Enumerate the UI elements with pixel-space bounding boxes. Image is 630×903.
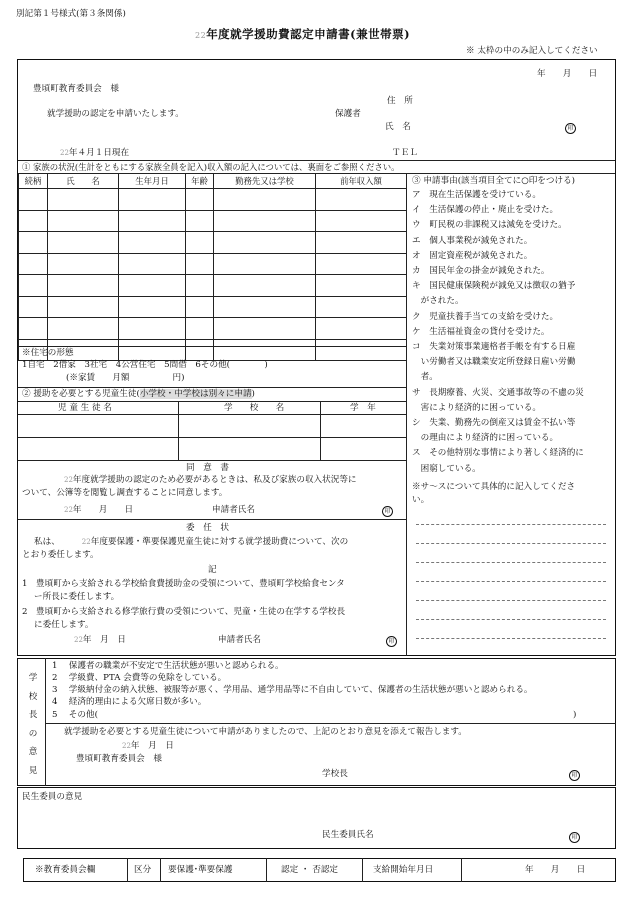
welfare-signer: 民生委員氏名 [322, 830, 374, 840]
delegation-text1 [34, 537, 348, 548]
household-row [19, 296, 407, 318]
household-cell[interactable] [48, 318, 119, 340]
as-of-text: 年４月１日現在 [68, 148, 130, 158]
household-row [19, 210, 407, 232]
household-cell[interactable] [119, 189, 186, 211]
form-title [195, 27, 410, 42]
household-cell[interactable] [48, 296, 119, 318]
reason-item[interactable]: オ 固定資産税が減免された。 [412, 250, 533, 261]
reason-item[interactable]: シ 失業、勤務先の倒産又は賃金不払い等 [412, 418, 576, 428]
household-row [19, 318, 407, 340]
principal-side-char: 学 [28, 673, 38, 683]
principal-seal: 印 [569, 770, 580, 781]
household-cell[interactable] [214, 296, 316, 318]
household-cell[interactable] [19, 232, 48, 254]
principal-side-char: 見 [28, 765, 38, 776]
household-cell[interactable] [119, 210, 186, 232]
household-cell[interactable] [186, 253, 214, 275]
household-cell[interactable] [316, 275, 407, 297]
household-cell[interactable] [119, 339, 186, 361]
principal-report: 就学援助を必要とする児童生徒について申請がありましたので、上記のとおり意見を添えて報告します。 [64, 727, 467, 737]
household-row [19, 189, 407, 211]
reason-item[interactable]: キ 国民健康保険税が減免又は徴収の猶予 [412, 281, 576, 292]
household-cell[interactable] [214, 210, 316, 232]
housing-rent[interactable]: (※家賃 月額 円) [66, 373, 185, 383]
delegation-ki: 記 [208, 565, 217, 575]
household-cell[interactable] [186, 296, 214, 318]
consent-signer: 申請者氏名 [212, 505, 255, 515]
consent-era: 22 [64, 476, 73, 484]
principal-side-char: 校 [28, 691, 38, 702]
household-cell[interactable] [119, 296, 186, 318]
reason-item[interactable]: ス その他特別な事情により著しく経済的に [412, 448, 584, 459]
household-cell[interactable] [19, 275, 48, 297]
principal-signer: 学校長 [322, 769, 348, 779]
form-number: 別記第１号様式(第３条関係) [16, 9, 126, 19]
household-row [19, 275, 407, 297]
household-cell[interactable] [119, 232, 186, 254]
reason-note-line[interactable] [416, 619, 606, 620]
children-col-grade: 学 年 [350, 403, 376, 413]
addressee: 豊頃町教育委員会 様 [33, 84, 119, 94]
household-col-header: 前年収入額 [316, 174, 407, 189]
household-cell[interactable] [316, 189, 407, 211]
delegation-seal: 印 [386, 636, 397, 647]
delegation-item2a: 2 豊頃町から支給される修学旅行費の受領について、児童・生徒の在学する学校長 [22, 607, 346, 617]
household-col-header: 勤務先又は学校 [214, 174, 316, 189]
children-heading-prefix: ② 援助を必要とする児童生徒( [22, 389, 140, 399]
consent-date[interactable] [64, 505, 133, 516]
household-cell[interactable] [186, 339, 214, 361]
household-cell[interactable] [48, 210, 119, 232]
household-heading: ① 家族の状況(生計をともにする家族全員を記入)収入額の記入については、裏面をご参照ください。 [22, 162, 400, 172]
guardian-seal: 印 [565, 123, 576, 134]
household-cell[interactable] [19, 318, 48, 340]
reason-item[interactable]: 困窮している。 [412, 463, 481, 474]
reason-item[interactable]: サ 長期療養、火災、交通事故等の不慮の災 [412, 387, 584, 398]
principal-side-char: 長 [28, 710, 38, 720]
reasons-note-line2: い。 [412, 495, 430, 505]
household-cell[interactable] [316, 339, 407, 361]
footer-approval[interactable]: 認定 ・ 否認定 [281, 865, 339, 875]
footer-start-date[interactable]: 年 月 日 [525, 865, 586, 875]
principal-item-2[interactable]: 2 学級費、PTA 会費等の免除をしている。 [52, 673, 227, 683]
application-date[interactable]: 年 月 日 [537, 69, 598, 79]
household-cell[interactable] [214, 275, 316, 297]
delegation-text-post: 年度要保護・準要保護児童生徒に対する就学援助費について、次の [90, 537, 349, 547]
household-cell[interactable] [186, 275, 214, 297]
principal-item-1[interactable]: 1 保護者の職業が不安定で生活状態が悪いと認められる。 [52, 661, 284, 671]
household-cell[interactable] [48, 232, 119, 254]
household-cell[interactable] [186, 318, 214, 340]
principal-side-label [26, 669, 40, 780]
as-of-era: 22 [60, 149, 69, 157]
principal-item-5[interactable]: 5 その他( [52, 710, 98, 720]
reason-note-line[interactable] [416, 581, 606, 582]
consent-seal: 印 [382, 506, 393, 517]
household-cell[interactable] [316, 232, 407, 254]
reason-item[interactable]: の理由により経済的に困っている。 [412, 433, 559, 444]
address-label: 住 所 [387, 96, 413, 106]
footer-protection-type[interactable]: 要保護･準要保護 [168, 865, 233, 875]
household-cell[interactable] [119, 275, 186, 297]
household-cell[interactable] [214, 189, 316, 211]
delegation-text-pre: 私は、 [34, 537, 60, 547]
household-cell[interactable] [119, 318, 186, 340]
housing-options[interactable]: 1自宅 2借家 3社宅 4公営住宅 5間借 6その他( ) [22, 360, 268, 370]
fill-note: ※ 太枠の中のみ記入してください [466, 46, 598, 56]
household-cell[interactable] [186, 189, 214, 211]
reason-item[interactable]: い労働者又は職業安定所登録日雇い労働 [412, 357, 576, 368]
household-row [19, 339, 407, 361]
welfare-seal: 印 [569, 832, 580, 843]
consent-text1-body: 年度就学援助の認定のため必要があるときは、私及び家族の収入状況等に [72, 475, 357, 485]
principal-addressee: 豊頃町教育委員会 様 [76, 754, 162, 764]
household-cell[interactable] [316, 296, 407, 318]
delegation-item1b: ー所長に委任します。 [34, 592, 120, 602]
children-heading-suffix: ) [251, 389, 255, 399]
household-col-header: 生年月日 [119, 174, 186, 189]
welfare-heading: 民生委員の意見 [22, 792, 83, 802]
reason-item[interactable]: がされた。 [412, 296, 464, 307]
reason-item[interactable]: 害により経済的に困っている。 [412, 402, 541, 413]
housing-heading: ※住宅の形態 [22, 348, 74, 358]
household-cell[interactable] [316, 253, 407, 275]
reason-item[interactable]: カ 国民年金の掛金が減免された。 [412, 266, 550, 276]
consent-date-text: 年 月 日 [72, 505, 134, 515]
household-row [19, 253, 407, 275]
household-cell[interactable] [186, 232, 214, 254]
household-cell[interactable] [316, 318, 407, 340]
delegation-item1a: 1 豊頃町から支給される学校給食費援助金の受領について、豊頃町学校給食センタ [22, 579, 345, 589]
title-text: 年度就学援助費認定申請書(兼世帯票) [206, 27, 411, 41]
children-heading [22, 389, 255, 400]
household-cell[interactable] [19, 210, 48, 232]
principal-date-era: 22 [122, 742, 131, 750]
household-cell[interactable] [48, 189, 119, 211]
principal-date-text: 年 月 日 [130, 741, 174, 751]
children-col-name: 児 童 生 徒 名 [58, 403, 112, 413]
children-heading-highlight: 小学校・中学校は別々に申請 [139, 389, 252, 399]
household-col-header: 続柄 [19, 174, 48, 189]
consent-date-era: 22 [64, 506, 73, 514]
household-cell[interactable] [316, 210, 407, 232]
reason-item[interactable]: ア 現在生活保護を受けている。 [412, 190, 541, 200]
delegation-era: 22 [81, 538, 91, 546]
household-cell[interactable] [186, 210, 214, 232]
principal-side-char: 意 [28, 747, 38, 757]
title-era: 22 [195, 31, 207, 40]
reason-item[interactable]: ウ 町民税の非課税又は減免を受けた。 [412, 220, 567, 231]
household-table [18, 173, 407, 361]
reason-item[interactable]: イ 生活保護の停止・廃止を受けた。 [412, 205, 559, 216]
request-text: 就学援助の認定を申請いたします。 [47, 109, 184, 119]
tel-label: ＴＥＬ [392, 148, 418, 158]
children-col-school: 学 校 名 [224, 403, 285, 413]
household-cell[interactable] [214, 318, 316, 340]
household-cell[interactable] [214, 232, 316, 254]
principal-item-3[interactable]: 3 学級納付金の納入状態、被服等が悪く、学用品、通学用品等に不自由していて、保護者の生活状態が悪いと認められる。 [52, 685, 533, 695]
household-cell[interactable] [19, 189, 48, 211]
household-cell[interactable] [19, 253, 48, 275]
principal-item-5-close: ) [573, 710, 577, 720]
name-label: 氏 名 [385, 122, 411, 132]
reasons-note-line1: ※サ～スについて具体的に記入してくださ [412, 482, 576, 492]
consent-text1 [64, 475, 357, 486]
footer-board-field: ※教育委員会欄 [35, 865, 96, 875]
reason-item[interactable]: コ 失業対策事業適格者手帳を有する日雇 [412, 342, 576, 352]
welfare-box [17, 787, 616, 849]
household-cell[interactable] [48, 275, 119, 297]
reason-note-line[interactable] [416, 600, 606, 601]
delegation-signer: 申請者氏名 [218, 635, 261, 645]
household-cell[interactable] [214, 253, 316, 275]
reason-note-line[interactable] [416, 638, 606, 639]
reasons-heading: ③ 申請事由(該当項目全てに○印をつける) [412, 176, 576, 186]
reason-note-line[interactable] [416, 543, 606, 544]
household-cell[interactable] [214, 339, 316, 361]
reason-note-line[interactable] [416, 562, 606, 563]
delegation-title: 委 任 状 [186, 523, 229, 533]
delegation-date[interactable] [74, 635, 126, 646]
consent-text2: ついて、公簿等を閲覧し調査することに同意します。 [22, 488, 228, 498]
guardian-label: 保護者 [335, 109, 361, 119]
household-col-header: 氏 名 [48, 174, 119, 189]
reason-note-line[interactable] [416, 524, 606, 525]
reason-item[interactable]: ク 児童扶養手当ての支給を受けた。 [412, 311, 559, 322]
household-col-header: 年齢 [186, 174, 214, 189]
household-cell[interactable] [48, 253, 119, 275]
household-cell[interactable] [19, 296, 48, 318]
reason-item[interactable]: エ 個人事業税が減免された。 [412, 235, 533, 246]
reason-item[interactable]: 者。 [412, 372, 438, 383]
household-cell[interactable] [119, 253, 186, 275]
reason-item[interactable]: ケ 生活福祉資金の貸付を受けた。 [412, 326, 550, 337]
delegation-item2b: に委任します。 [34, 620, 94, 630]
as-of-date [60, 148, 129, 159]
delegation-date-text: 年 月 日 [82, 635, 126, 645]
consent-title: 同 意 書 [186, 463, 229, 473]
delegation-text2: とおり委任します。 [22, 550, 99, 560]
footer-category: 区分 [134, 865, 152, 875]
principal-date[interactable] [122, 741, 174, 752]
footer-start-date-label: 支給開始年月日 [373, 865, 434, 875]
principal-item-4[interactable]: 4 経済的理由による欠席日数が多い。 [52, 697, 207, 707]
principal-side-char: の [28, 728, 38, 739]
household-row [19, 232, 407, 254]
delegation-date-era: 22 [74, 636, 83, 644]
